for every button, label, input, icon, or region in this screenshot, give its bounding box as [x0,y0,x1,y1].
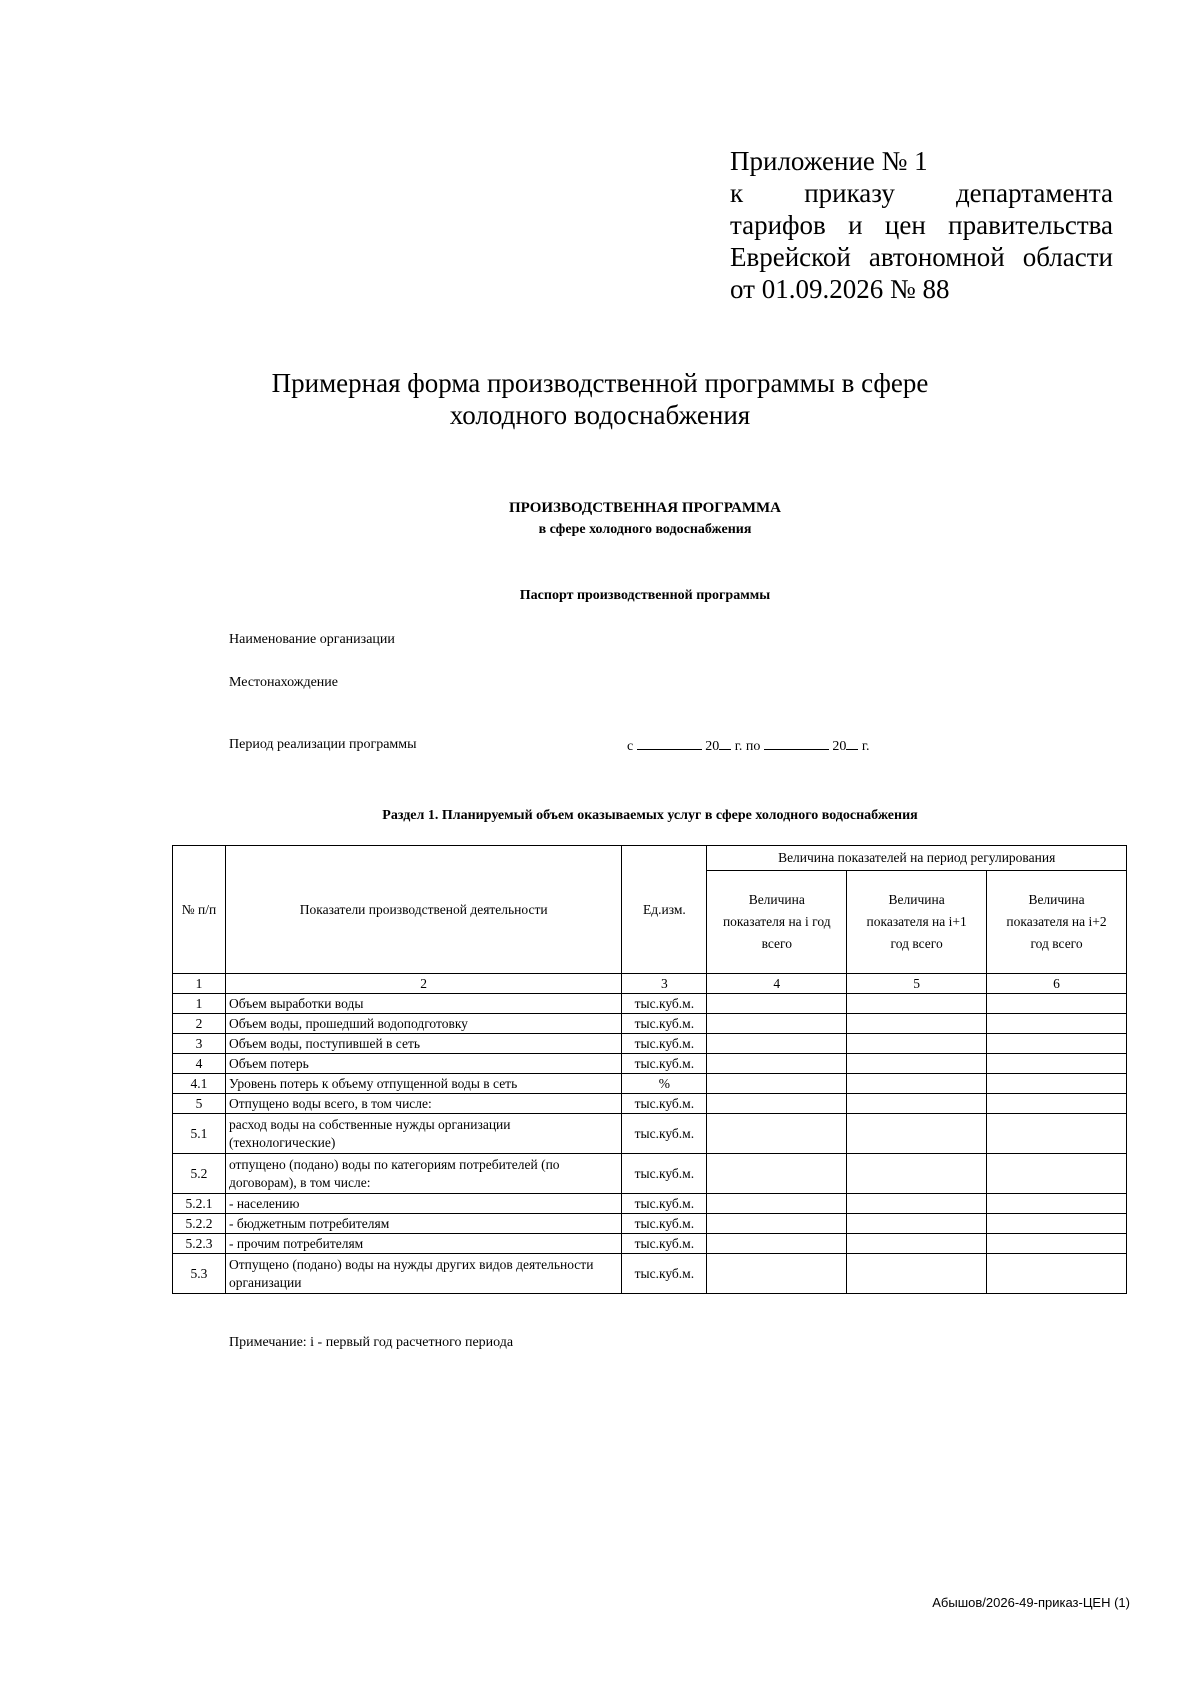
value-cell [847,1034,987,1054]
value-cell [987,1154,1127,1194]
form-title [200,367,1000,431]
section-title: Раздел 1. Планируемый объем оказываемых услуг в сфере холодного водоснабжения [382,808,918,823]
header-col-4 [707,871,847,974]
value-cell [847,1094,987,1114]
period-end-blank [764,735,829,750]
table-row [173,1074,1127,1094]
appendix-department: тарифов и цен правительства [730,210,1113,240]
period-from-text: с [627,739,634,754]
row-label: отпущено (подано) воды по категориям потребителей (по договорам), в том числе: [225,1154,621,1194]
value-cell [847,994,987,1014]
value-cell [847,1054,987,1074]
table-row [173,1114,1127,1154]
column-number: 6 [987,974,1127,994]
column-number: 1 [173,974,226,994]
table-row [173,1054,1127,1074]
value-cell [847,1014,987,1034]
header-col-6-line-2: показателя на i+2 [1006,914,1107,929]
value-cell [707,1194,847,1214]
appendix-order-ref: к приказу департамента [730,178,1113,208]
period-year2-blank [846,735,858,750]
row-label: Отпущено воды всего, в том числе: [225,1094,621,1114]
program-subtitle: в сфере холодного водоснабжения [538,522,752,537]
header-num: № п/п [173,846,226,974]
row-number: 5.3 [173,1254,226,1294]
appendix-block [730,145,1113,305]
period-year2-text: 20 [832,739,847,754]
table-row [173,1234,1127,1254]
header-row-1 [173,846,1127,871]
value-cell [707,1254,847,1294]
value-cell [987,1034,1127,1054]
table-row [173,994,1127,1014]
value-cell [987,1094,1127,1114]
period-end-text: г. [861,739,870,754]
column-number: 2 [225,974,621,994]
value-cell [707,1054,847,1074]
period-label: Период реализации программы [229,737,417,752]
value-cell [987,994,1127,1014]
table-row [173,1034,1127,1054]
table-row [173,1154,1127,1194]
value-cell [987,1014,1127,1034]
period-start-blank [637,735,702,750]
header-indicator: Показатели производственой деятельности [225,846,621,974]
table-row [173,1254,1127,1294]
value-cell [987,1074,1127,1094]
row-unit: тыс.куб.м. [622,1194,707,1214]
value-cell [707,1234,847,1254]
value-cell [707,1034,847,1054]
value-cell [987,1194,1127,1214]
column-number: 4 [707,974,847,994]
row-label: Отпущено (подано) воды на нужды других видов деятельности организации [225,1254,621,1294]
value-cell [707,1114,847,1154]
row-unit: тыс.куб.м. [622,1014,707,1034]
column-number: 5 [847,974,987,994]
row-number: 5.2 [173,1154,226,1194]
value-cell [987,1254,1127,1294]
table-row [173,1194,1127,1214]
value-cell [707,1094,847,1114]
row-label: Объем воды, прошедший водоподготовку [225,1014,621,1034]
row-number: 1 [173,994,226,1014]
row-number: 4.1 [173,1074,226,1094]
header-col-5 [847,871,987,974]
header-group: Величина показателей на период регулирования [707,846,1127,871]
row-number: 2 [173,1014,226,1034]
value-cell [987,1054,1127,1074]
value-cell [987,1234,1127,1254]
appendix-date: от 01.09.2026 № 88 [730,274,950,304]
header-col-6-line-3: год всего [1030,936,1083,951]
row-label: Объем воды, поступившей в сеть [225,1034,621,1054]
value-cell [987,1114,1127,1154]
row-unit: тыс.куб.м. [622,1214,707,1234]
value-cell [847,1234,987,1254]
header-col-4-line-3: всего [761,936,792,951]
org-name-label: Наименование организации [229,632,395,647]
header-col-6 [987,871,1127,974]
header-col-4-line-2: показателя на i год [722,914,831,929]
header-col-5-line-3: год всего [890,936,943,951]
period-year1-text: 20 [705,739,720,754]
header-col-5-line-1: Величина [888,892,945,907]
row-label: Объем потерь [225,1054,621,1074]
production-table [172,845,1127,1294]
period-year1-blank [719,735,731,750]
row-number: 5.2.1 [173,1194,226,1214]
row-label: расход воды на собственные нужды организации (технологические) [225,1114,621,1154]
value-cell [847,1254,987,1294]
passport-title: Паспорт производственной программы [519,588,771,603]
row-unit: тыс.куб.м. [622,1094,707,1114]
appendix-region: Еврейской автономной области [730,242,1113,272]
period-mid-text: г. по [734,739,761,754]
value-cell [707,1014,847,1034]
row-unit: тыс.куб.м. [622,1254,707,1294]
header-unit: Ед.изм. [622,846,707,974]
column-number: 3 [622,974,707,994]
table-row [173,1094,1127,1114]
row-unit: тыс.куб.м. [622,1054,707,1074]
row-unit: тыс.куб.м. [622,994,707,1014]
appendix-number: Приложение № 1 [730,146,928,176]
row-label: - населению [225,1194,621,1214]
value-cell [707,1154,847,1194]
row-number: 5 [173,1094,226,1114]
row-unit: % [622,1074,707,1094]
value-cell [707,994,847,1014]
row-label: - бюджетным потребителям [225,1214,621,1234]
column-number-row [173,974,1127,994]
value-cell [707,1214,847,1234]
value-cell [847,1074,987,1094]
form-title-line-2: холодного водоснабжения [449,400,751,430]
row-unit: тыс.куб.м. [622,1154,707,1194]
form-title-line-1: Примерная форма производственной программы в сфере [271,368,929,398]
value-cell [847,1194,987,1214]
row-number: 5.2.2 [173,1214,226,1234]
table-row [173,1214,1127,1234]
header-col-5-line-2: показателя на i+1 [866,914,967,929]
row-unit: тыс.куб.м. [622,1114,707,1154]
value-cell [847,1214,987,1234]
header-col-4-line-1: Величина [748,892,805,907]
table-note: Примечание: i - первый год расчетного периода [229,1335,514,1350]
row-label: Объем выработки воды [225,994,621,1014]
table-row [173,1014,1127,1034]
row-unit: тыс.куб.м. [622,1234,707,1254]
value-cell [847,1114,987,1154]
period-range [627,735,870,757]
header-col-6-line-1: Величина [1028,892,1085,907]
row-unit: тыс.куб.м. [622,1034,707,1054]
value-cell [707,1074,847,1094]
row-label: Уровень потерь к объему отпущенной воды в сеть [225,1074,621,1094]
row-number: 5.2.3 [173,1234,226,1254]
document-reference-stamp: Абышов/2026-49-приказ-ЦЕН (1) [932,1595,1130,1610]
row-number: 3 [173,1034,226,1054]
row-number: 5.1 [173,1114,226,1154]
value-cell [987,1214,1127,1234]
location-label: Местонахождение [229,675,339,690]
value-cell [847,1154,987,1194]
row-number: 4 [173,1054,226,1074]
row-label: - прочим потребителям [225,1234,621,1254]
program-title: ПРОИЗВОДСТВЕННАЯ ПРОГРАММА [508,500,781,516]
